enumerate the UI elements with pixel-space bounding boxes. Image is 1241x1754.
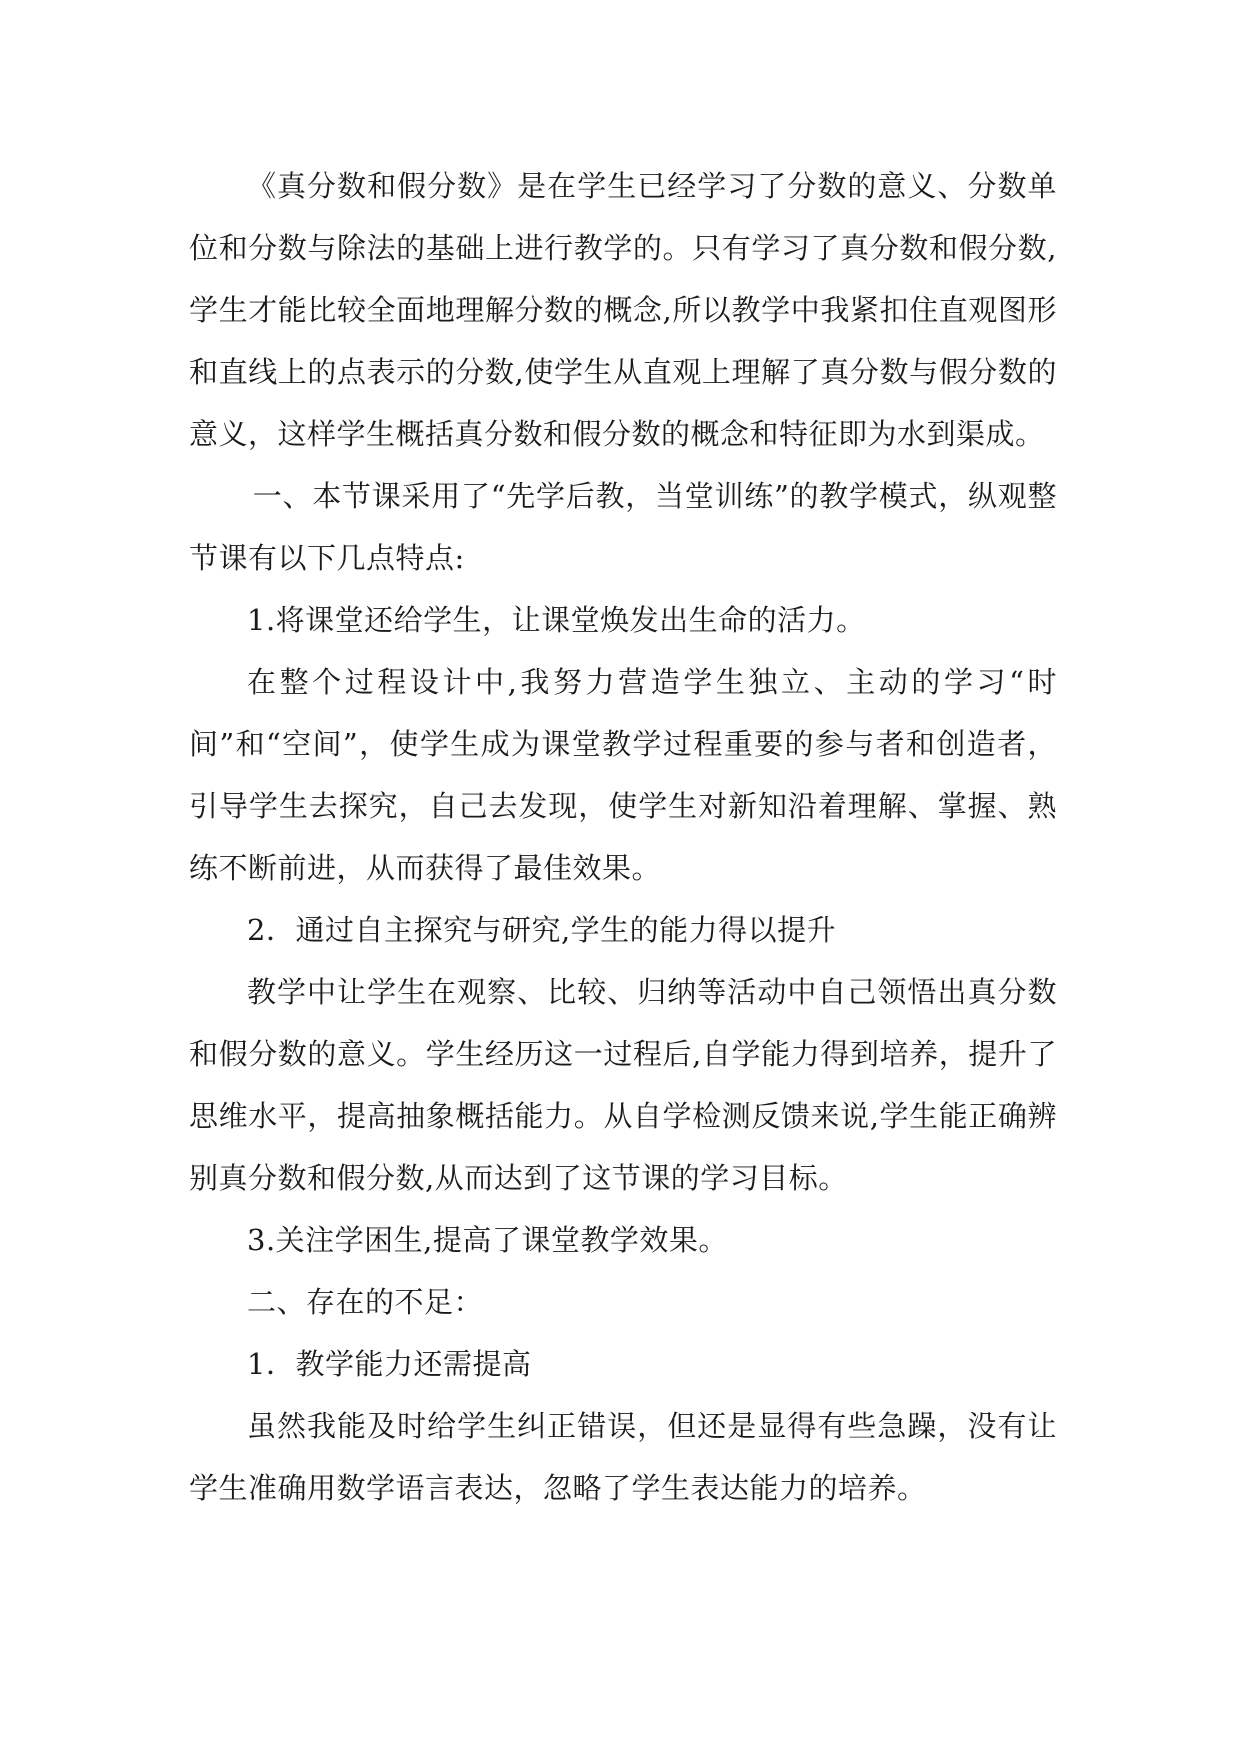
point-three-heading: 3.关注学困生,提高了课堂教学效果。	[247, 1223, 728, 1257]
shortcoming-one-paragraph: 虽然我能及时给学生纠正错误，但还是显得有些急躁，没有让学生准确用数学语言表达，忽略了学生表达能力的培养。	[189, 1409, 1057, 1505]
point-two-paragraph: 教学中让学生在观察、比较、归纳等活动中自己领悟出真分数和假分数的意义。学生经历这一过程后,自学能力得到培养，提升了思维水平，提高抽象概括能力。从自学检测反馈来说,学生能正确辨别真分数和假分数,从而达到了这节课的学习目标。	[189, 975, 1057, 1195]
point-one-paragraph: 在整个过程设计中,我努力营造学生独立、主动的学习“时间”和“空间”，使学生成为课堂教学过程重要的参与者和创造者，引导学生去探究，自己去发现，使学生对新知沿着理解、掌握、熟练不断前进，从而获得了最佳效果。	[189, 665, 1057, 885]
document-body	[189, 155, 1057, 1519]
section-two-heading: 二、存在的不足：	[247, 1285, 484, 1319]
point-one-heading: 1.将课堂还给学生，让课堂焕发出生命的活力。	[247, 603, 866, 637]
section-one-heading: 一、本节课采用了“先学后教，当堂训练”的教学模式，纵观整节课有以下几点特点:	[189, 479, 1057, 575]
shortcoming-one-heading: 1．教学能力还需提高	[247, 1347, 532, 1381]
point-two-heading: 2．通过自主探究与研究,学生的能力得以提升	[247, 913, 837, 947]
intro-paragraph: 《真分数和假分数》是在学生已经学习了分数的意义、分数单位和分数与除法的基础上进行教学的。只有学习了真分数和假分数,学生才能比较全面地理解分数的概念,所以教学中我紧扣住直观图形和直线上的点表示的分数,使学生从直观上理解了真分数与假分数的意义，这样学生概括真分数和假分数的概念和特征即为水到渠成。	[189, 169, 1057, 451]
